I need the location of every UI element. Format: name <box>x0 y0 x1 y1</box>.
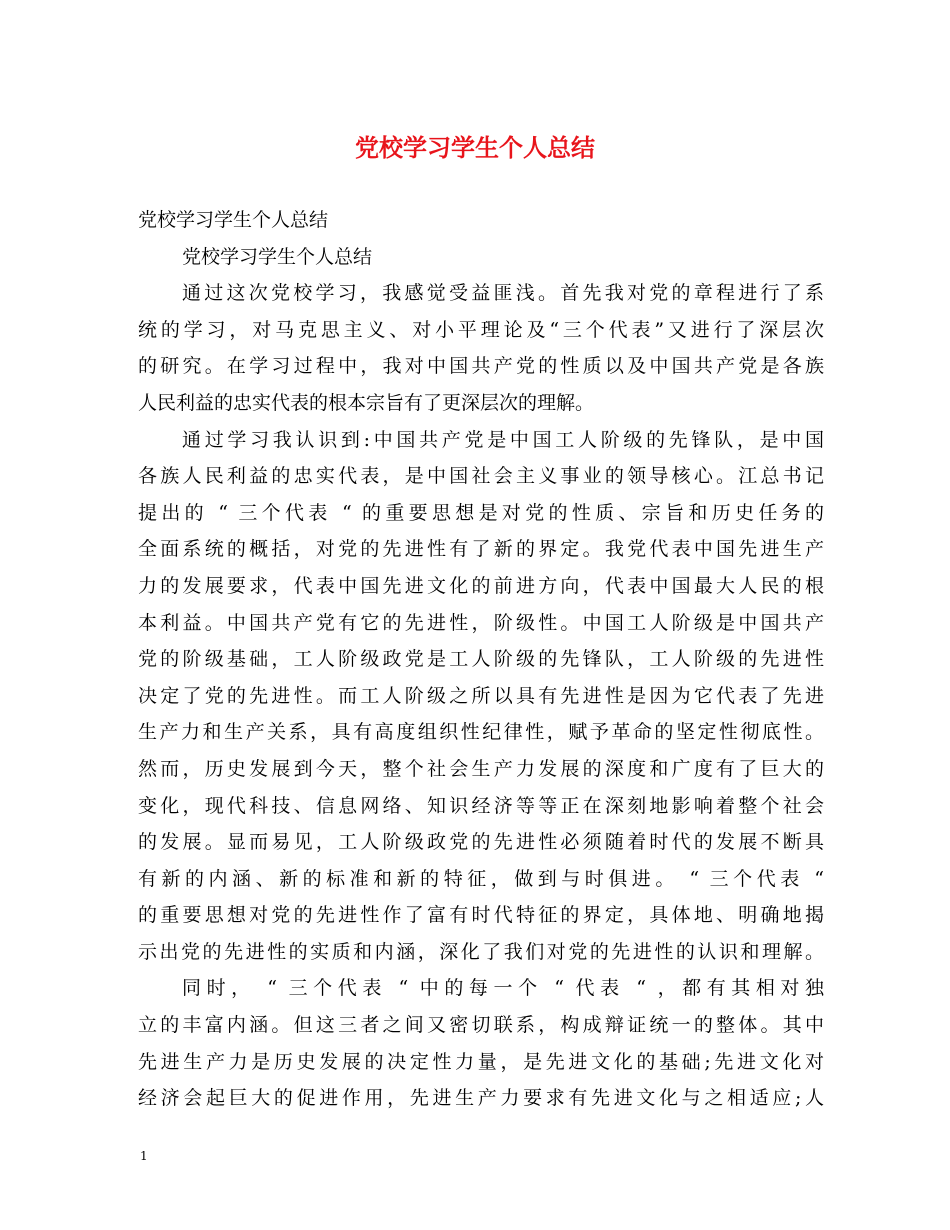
text-line: 然而，历史发展到今天，整个社会生产力发展的深度和广度有了巨大的 <box>138 757 824 780</box>
text-line: 同时， “ 三个代表 “ 中的每一个 “ 代表 “ ，都有其相对独 <box>182 977 824 1000</box>
text-line: 的发展。显而易见，工人阶级政党的先进性必须随着时代的发展不断具 <box>138 831 824 854</box>
text-line: 经济会起巨大的促进作用，先进生产力要求有先进文化与之相适应;人 <box>138 1087 824 1110</box>
text-line: 示出党的先进性的实质和内涵，深化了我们对党的先进性的认识和理解。 <box>138 940 824 963</box>
text-line: 本利益。中国共产党有它的先进性，阶级性。中国工人阶级是中国共产 <box>138 611 824 634</box>
text-line: 统的学习，对马克思主义、对小平理论及“三个代表”又进行了深层次 <box>138 318 824 341</box>
text-line: 生产力和生产关系，具有高度组织性纪律性，赋予革命的坚定性彻底性。 <box>138 721 824 744</box>
text-line: 全面系统的概括，对党的先进性有了新的界定。我党代表中国先进生产 <box>138 538 824 561</box>
text-line: 决定了党的先进性。而工人阶级之所以具有先进性是因为它代表了先进 <box>138 684 824 707</box>
document-body <box>138 202 824 1117</box>
text-line: 立的丰富内涵。但这三者之间又密切联系，构成辩证统一的整体。其中 <box>138 1014 824 1037</box>
text-line: 先进生产力是历史发展的决定性力量，是先进文化的基础;先进文化对 <box>138 1050 824 1073</box>
text-line-heading: 党校学习学生个人总结 <box>138 209 329 231</box>
text-line: 力的发展要求，代表中国先进文化的前进方向，代表中国最大人民的根 <box>138 574 824 597</box>
text-line: 人民利益的忠实代表的根本宗旨有了更深层次的理解。 <box>138 391 595 414</box>
text-line: 有新的内涵、新的标准和新的特征，做到与时俱进。 “ 三个代表 “ <box>138 867 824 890</box>
text-line-subheading: 党校学习学生个人总结 <box>182 245 373 268</box>
text-line: 提出的 “ 三个代表 “ 的重要思想是对党的性质、宗旨和历史任务的 <box>138 501 824 524</box>
text-line: 的重要思想对党的先进性作了富有时代特征的界定，具体地、明确地揭 <box>138 904 824 927</box>
text-line: 各族人民利益的忠实代表，是中国社会主义事业的领导核心。江总书记 <box>138 465 824 488</box>
document-title: 党校学习学生个人总结 <box>355 133 595 162</box>
text-line: 通过学习我认识到:中国共产党是中国工人阶级的先锋队，是中国 <box>182 428 824 451</box>
text-line: 变化，现代科技、信息网络、知识经济等等正在深刻地影响着整个社会 <box>138 794 824 817</box>
text-line: 的研究。在学习过程中，我对中国共产党的性质以及中国共产党是各族 <box>138 355 824 378</box>
page-number: 1 <box>140 1149 148 1163</box>
text-line: 通过这次党校学习，我感觉受益匪浅。首先我对党的章程进行了系 <box>182 282 824 305</box>
text-line: 党的阶级基础，工人阶级政党是工人阶级的先锋队，工人阶级的先进性 <box>138 648 824 671</box>
